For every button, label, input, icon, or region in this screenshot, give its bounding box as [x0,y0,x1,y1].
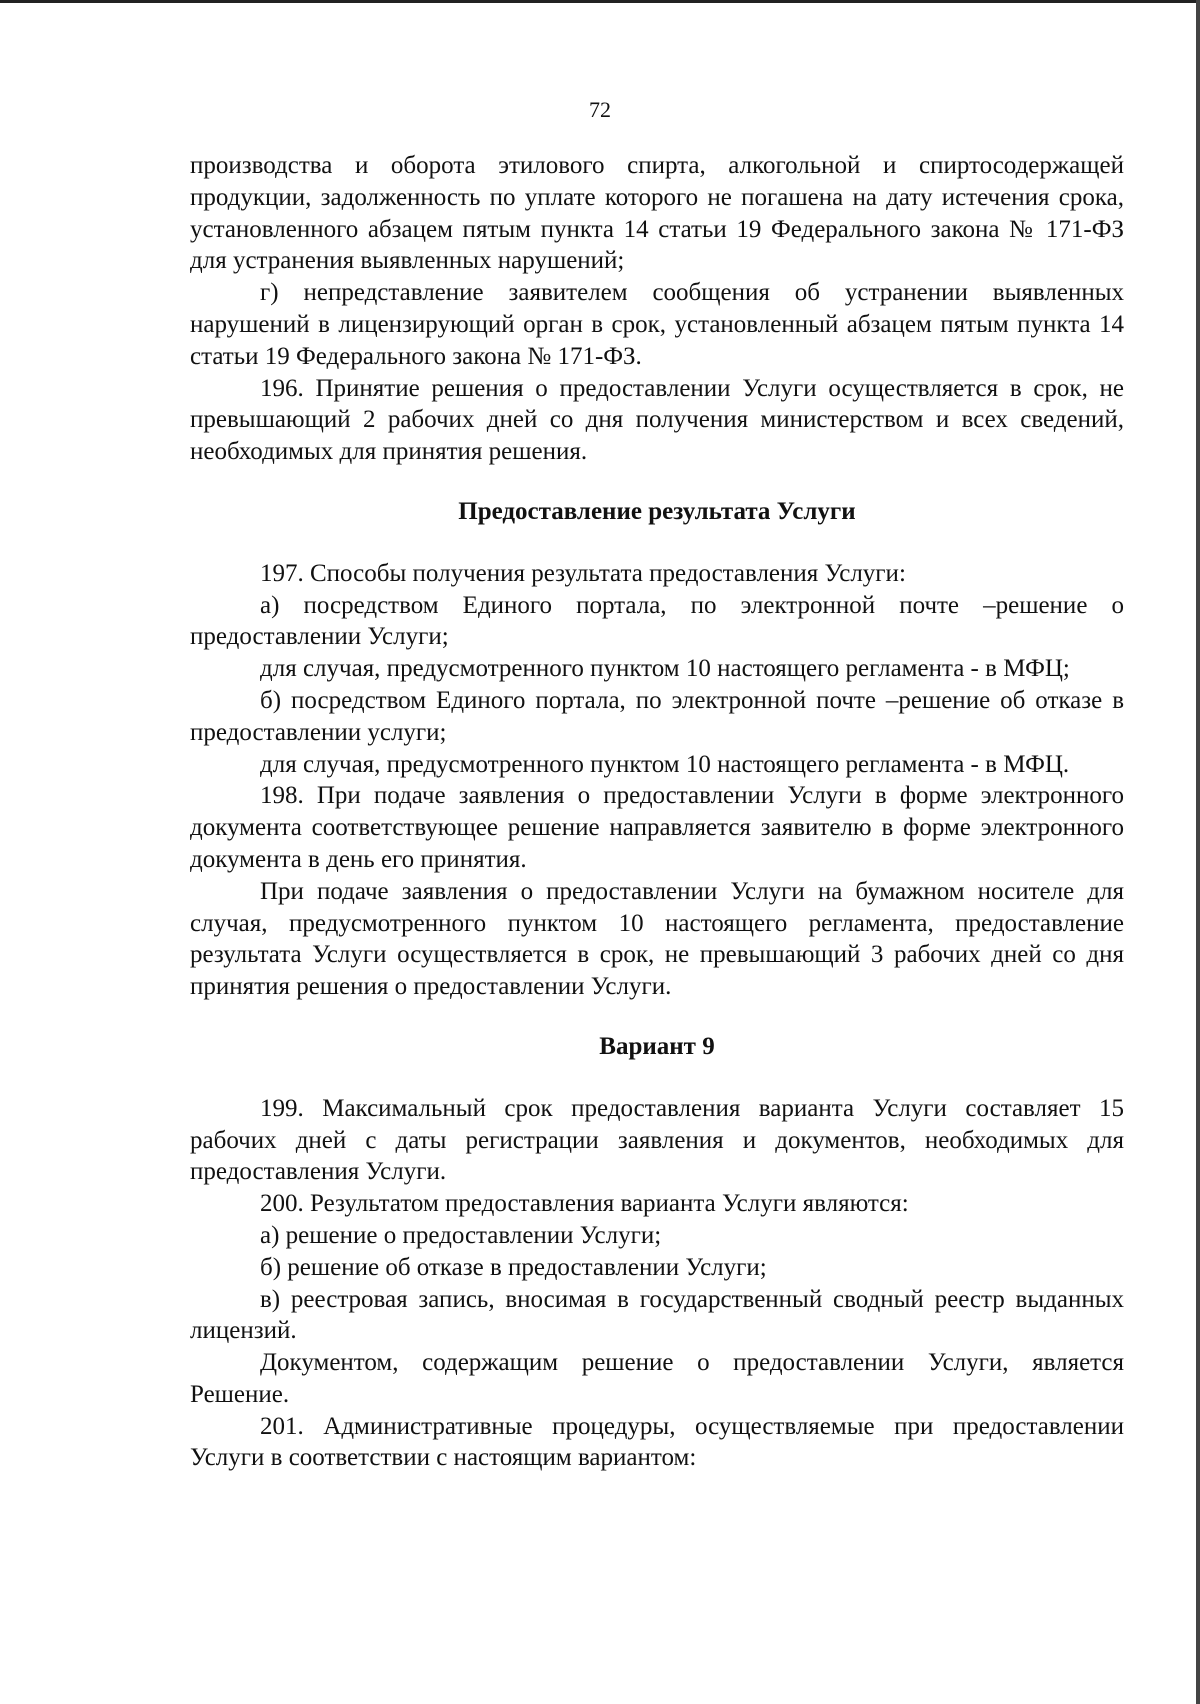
paragraph: 198. При подаче заявления о предоставлении Услуги в форме электронного документа соответствующее решение направляется заявителю в форме электронного документа в день его принятия. [190,782,1124,873]
paragraph: 199. Максимальный срок предоставления варианта Услуги составляет 15 рабочих дней с даты регистрации заявления и документов, необходимых для предоставления Услуги. [190,1094,1124,1186]
paragraph: 200. Результатом предоставления варианта Услуги являются: [260,1190,909,1218]
paragraph: 201. Административные процедуры, осуществляемые при предоставлении Услуги в соответствии с настоящим вариантом: [190,1412,1124,1472]
section-heading-result: Предоставление результата Услуги [458,497,856,525]
document-body [190,150,1124,1474]
paragraph-group-middle [190,558,1124,1003]
scan-border-right [1196,0,1200,1704]
page-number: 72 [589,97,611,122]
paragraph: в) реестровая запись, вносимая в государственный сводный реестр выданных лицензий. [190,1285,1124,1345]
paragraph: 197. Способы получения результата предоставления Услуги: [260,559,906,587]
section-heading-variant: Вариант 9 [599,1032,715,1060]
paragraph: б) решение об отказе в предоставлении Услуги; [260,1253,767,1281]
paragraph: а) решение о предоставлении Услуги; [260,1221,662,1249]
paragraph: 196. Принятие решения о предоставлении Услуги осуществляется в срок, не превышающий 2 рабочих дней со дня получения министерством и всех сведений, необходимых для принятия решения. [190,374,1124,466]
paragraph: а) посредством Единого портала, по электронной почте –решение о предоставлении Услуги; [190,591,1124,651]
paragraph: для случая, предусмотренного пунктом 10 настоящего регламента - в МФЦ. [260,750,1070,778]
scan-border-top [0,0,1200,3]
paragraph-group-top [190,150,1124,468]
paragraph: Документом, содержащим решение о предоставлении Услуги, является Решение. [190,1349,1124,1408]
paragraph: При подаче заявления о предоставлении Услуги на бумажном носителе для случая, предусмотренного пунктом 10 настоящего регламента, предоставление результата Услуги осуществляется в срок, не превышающий 3 рабочих дней со дня принятия решения о предоставлении Услуги. [190,877,1124,1001]
paragraph: г) непредставление заявителем сообщения об устранении выявленных нарушений в лицензирующий орган в срок, установленный абзацем пятым пункта 14 статьи 19 Федерального закона № 171-ФЗ. [190,279,1124,370]
paragraph-group-bottom [190,1093,1124,1475]
paragraph: для случая, предусмотренного пунктом 10 настоящего регламента - в МФЦ; [260,655,1070,683]
paragraph: б) посредством Единого портала, по электронной почте –решение об отказе в предоставлении услуги; [190,686,1124,746]
paragraph: производства и оборота этилового спирта, алкогольной и спиртосодержащей продукции, задолженность по уплате которого не погашена на дату истечения срока, установленного абзацем пятым пункта 14 статьи 19 Федерального закона № 171-ФЗ для устранения выявленных нарушений; [190,152,1124,275]
